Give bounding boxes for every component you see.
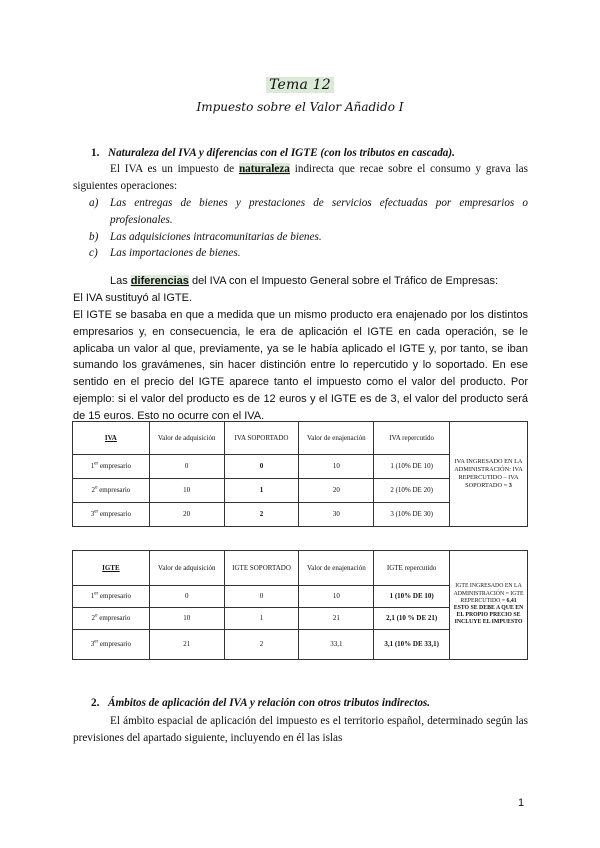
row-label [73,630,150,660]
intro-text-start: El IVA es un impuesto de [110,163,239,175]
table-cell: 0 [149,586,224,608]
ordinal-suffix: er [94,461,99,467]
igte-explanation: El IGTE se basaba en que a medida que un mismo producto era enajenado por los distintos empresarios y, en consecuencia, le era de aplicación el IGTE en cada operación, se le aplicaba un valor al que, previamente, ya se le había aplicado el IGTE y, por tanto, se iban sumando los gravámenes, sin hacer distinción entre lo repercutido y lo soportado. En ese sentido en el precio del IGTE aparece tanto el impuesto como el valor del producto. Por ejemplo: si el valor del producto es de 12 euros y el IGTE es de 3, el valor del producto será de 15 euros. Esto no ocurre con el IVA. [73,309,528,422]
table-cell: 1 [224,608,299,630]
table-cell: 20 [299,479,374,503]
table-cell: 21 [299,608,374,630]
table-cell: 10 [299,586,374,608]
row-label [73,479,150,503]
ordinal: 3 [90,640,95,648]
list-marker: c) [89,247,98,260]
header-valor-adquisicion: Valor de adquisición [149,551,224,586]
highlight-naturaleza: naturaleza [238,163,290,175]
intro-text-end: indirecta que recae sobre el consumo y grava las siguientes operaciones: [73,163,528,192]
section-2-title: Ámbitos de aplicación del IVA y relación con otros tributos indirectos. [108,697,431,709]
table-cell: 3,1 (10% DE 33,1) [374,630,450,660]
header-valor-enajenacion: Valor de enajenación [299,422,374,455]
header-iva-soportado: IVA SOPORTADO [224,422,299,455]
ordinal-suffix: er [94,639,99,645]
table-cell: 10 [149,479,224,503]
list-marker: a) [89,197,99,209]
ordinal: 1 [90,592,95,600]
ordinal: 2 [91,614,95,622]
list-marker: b) [89,230,99,243]
document-title: Tema 12 [266,77,334,93]
ordinal: 2 [91,486,95,494]
table-cell: 1 (10% DE 10) [374,455,450,479]
highlight-diferencias: diferencias [130,275,189,287]
section-2-paragraph: El ámbito espacial de aplicación del impuesto es el territorio español, determinado según las previsiones del apartado siguiente, incluyendo en él las islas [73,715,528,744]
table-cell: 2,1 (10 % DE 21) [374,608,450,630]
ordinal-suffix: o [94,613,98,619]
igte-summary-value: 6,41 ESTO SE DEBE A QUE EN EL PROPIO PRECIO SE INCLUYE EL IMPUESTO [453,597,524,626]
header-iva-repercutido: IVA repercutido [374,422,450,455]
list-item-text: Las adquisiciones intracomunitarias de bienes. [110,230,322,243]
table-cell: 20 [149,503,224,527]
row-label [73,503,150,527]
list-item [89,195,528,229]
table-header-row [73,551,528,586]
diff-text-start: Las [110,275,131,287]
row-label-text: empresario [98,462,132,470]
row-label [73,455,150,479]
row-label [73,608,150,630]
row-label [73,586,150,608]
header-igte-repercutido: IGTE repercutido [374,551,450,586]
ordinal-suffix: o [94,485,98,491]
table-cell: 21 [149,630,224,660]
section-1-heading [91,147,455,159]
header-valor-enajenacion: Valor de enajenación [299,551,374,586]
ordinal: 1 [90,462,95,470]
ordinal-suffix: er [94,591,99,597]
igte-substitution-line: El IVA sustituyó al IGTE. [73,292,193,304]
document-subtitle: Impuesto sobre el Valor Añadido I [196,100,404,114]
header-iva: IVA [73,422,150,455]
header-igte: IGTE [73,551,150,586]
ordinal: 3 [90,510,95,518]
table-cell: 1 (10% DE 10) [374,586,450,608]
table-cell: 2 [224,630,299,660]
section-1-number: 1. [91,147,100,159]
table-cell: 0 [224,586,299,608]
iva-table [72,421,528,527]
table-cell: 10 [299,455,374,479]
operations-list [89,195,528,262]
row-label-text: empresario [98,592,132,600]
list-item [89,229,528,246]
iva-summary-text: IVA INGRESADO EN LA ADMINISTRACIÓN: IVA REPERCUTIDO – IVA SOPORTADO = [454,458,523,489]
iva-summary-value: 3 [508,482,512,489]
table-cell: 0 [149,455,224,479]
table-cell: 3 (10% DE 30) [374,503,450,527]
section-2-number: 2. [91,697,100,709]
header-igte-soportado: IGTE SOPORTADO [224,551,299,586]
differences-intro [73,273,528,290]
table-cell: 2 (10% DE 20) [374,479,450,503]
title-container [0,76,600,94]
row-label-text: empresario [97,486,131,494]
row-label-text: empresario [98,640,132,648]
list-item-text: Las entregas de bienes y prestaciones de servicios efectuadas por empresarios o profesionales. [110,197,528,226]
igte-table [72,550,528,660]
diff-text-end: del IVA con el Impuesto General sobre el Tráfico de Empresas: [188,275,499,287]
header-valor-adquisicion: Valor de adquisición [149,422,224,455]
igte-summary-cell [450,551,528,660]
page-number: 1 [518,797,525,809]
table-cell: 10 [149,608,224,630]
list-item [89,245,528,262]
table-cell: 0 [224,455,299,479]
list-item-text: Las importaciones de bienes. [110,247,241,260]
igte-summary-text: IGTE INGRESADO EN LA ADMINISTRACIÓN = IGTE REPERCUTIDO = [453,583,524,604]
table-header-row [73,422,528,455]
table-cell: 2 [224,503,299,527]
row-label-text: empresario [97,614,131,622]
iva-summary-cell [450,422,528,527]
table-cell: 33,1 [299,630,374,660]
row-label-text: empresario [98,510,132,518]
table-cell: 1 [224,479,299,503]
section-1-intro [73,161,528,195]
ordinal-suffix: er [94,509,99,515]
section-1-title: Naturaleza del IVA y diferencias con el IGTE (con los tributos en cascada). [108,147,455,159]
table-cell: 30 [299,503,374,527]
section-2-heading [91,697,430,709]
